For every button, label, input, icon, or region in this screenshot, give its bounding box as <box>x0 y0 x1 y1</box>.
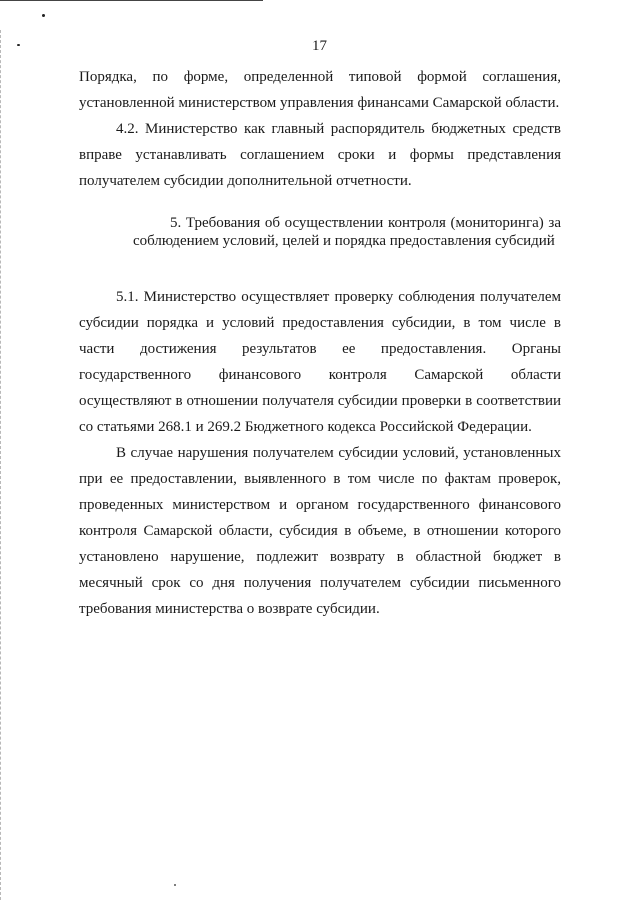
top-edge-rule <box>0 0 263 1</box>
scan-speck <box>42 14 45 17</box>
scan-edge-line <box>0 30 1 900</box>
paragraph-continuation: Порядка, по форме, определенной типовой формой соглашения, установленной министерством управления финансами Самарской области. <box>79 69 561 111</box>
paragraph-5-1: 5.1. Министерство осуществляет проверку соблюдения получателем субсидии порядка и условий предоставления субсидии, в том числе в части достижения результатов ее предоставления. Органы государственного финансового контроля Самарской области осуществляют в отношении получателя субсидии проверки в соответствии со статьями 268.1 и 269.2 Бюджетного кодекса Российской Федерации. <box>79 289 561 435</box>
page-number: 17 <box>312 38 327 54</box>
paragraph-violation: В случае нарушения получателем субсидии условий, установленных при ее предоставлении, выявленного в том числе по фактам проверок, проведенных министерством и органом государственного финансового контроля Самарской области, субсидия в объеме, в отношении которого установлено нарушение, подлежит возврату в областной бюджет в месячный срок со дня получения получателем субсидии письменного требования министерства о возврате субсидии. <box>79 445 561 617</box>
scan-speck <box>174 884 176 886</box>
paragraph-4-2: 4.2. Министерство как главный распорядитель бюджетных средств вправе устанавливать соглашением сроки и формы представления получателем субсидии дополнительной отчетности. <box>79 121 561 189</box>
section-heading: 5. Требования об осуществлении контроля (мониторинга) за соблюдением условий, целей и порядка предоставления субсидий <box>133 215 561 249</box>
